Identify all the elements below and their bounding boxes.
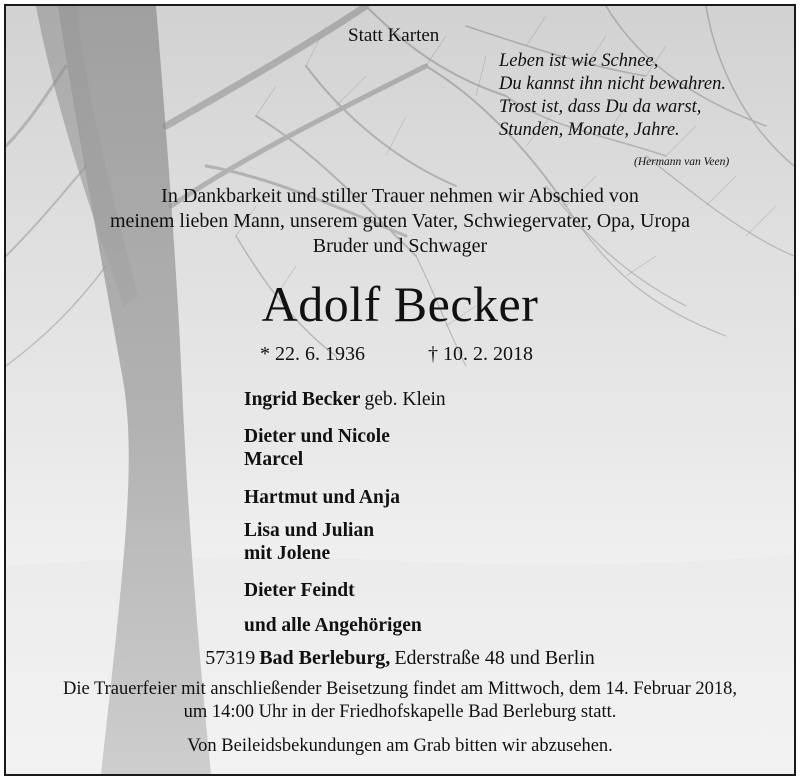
statt-karten-label: Statt Karten [348,25,440,46]
poem-author: (Hermann van Veen) [634,156,730,168]
deceased-name: Adolf Becker [261,276,539,332]
birth-date: * 22. 6. 1936 [260,343,365,365]
obituary-notice [4,4,796,776]
intro-line: Bruder und Schwager [312,235,488,257]
funeral-line: Die Trauerfeier mit anschließender Beisetzung findet am Mittwoch, dem 14. Februar 2018, [62,679,738,699]
family-group-5: und alle Angehörigen [244,615,422,636]
family-line: Marcel [244,449,304,470]
funeral-line: um 14:00 Uhr in der Friedhofskapelle Bad Berleburg statt. [183,702,617,722]
poem-line: Leben ist wie Schnee, [499,51,659,71]
poem [499,50,726,142]
poem-line: Trost ist, dass Du da warst, [499,97,702,117]
address-street: Ederstraße 48 und Berlin [394,647,595,669]
address-city: Bad Berleburg, [259,647,391,669]
death-date: † 10. 2. 2018 [428,343,533,365]
intro-line: In Dankbarkeit und stiller Trauer nehmen wir Abschied von [161,185,639,207]
closing-note: Von Beileidsbekundungen am Grab bitten wir abzusehen. [187,736,613,756]
poem-line: Stunden, Monate, Jahre. [499,120,680,140]
widow-name: Ingrid Becker [244,389,361,410]
family-widow [244,388,446,411]
intro-text [6,184,794,259]
funeral-info [6,678,794,724]
address [6,646,794,671]
family-group-4: Dieter Feindt [244,580,355,601]
address-postcode: 57319 [205,647,256,669]
intro-line: meinem lieben Mann, unserem guten Vater, Schwiegervater, Opa, Uropa [109,210,691,232]
family-group-2: Hartmut und Anja [244,487,401,508]
family-line: Lisa und Julian [244,520,375,541]
family-line: Dieter und Nicole [244,426,390,447]
family-group-1 [244,425,390,471]
widow-maiden-name: geb. Klein [364,389,446,410]
family-group-3 [244,519,374,565]
family-line: mit Jolene [244,543,331,564]
poem-line: Du kannst ihn nicht bewahren. [499,74,726,94]
